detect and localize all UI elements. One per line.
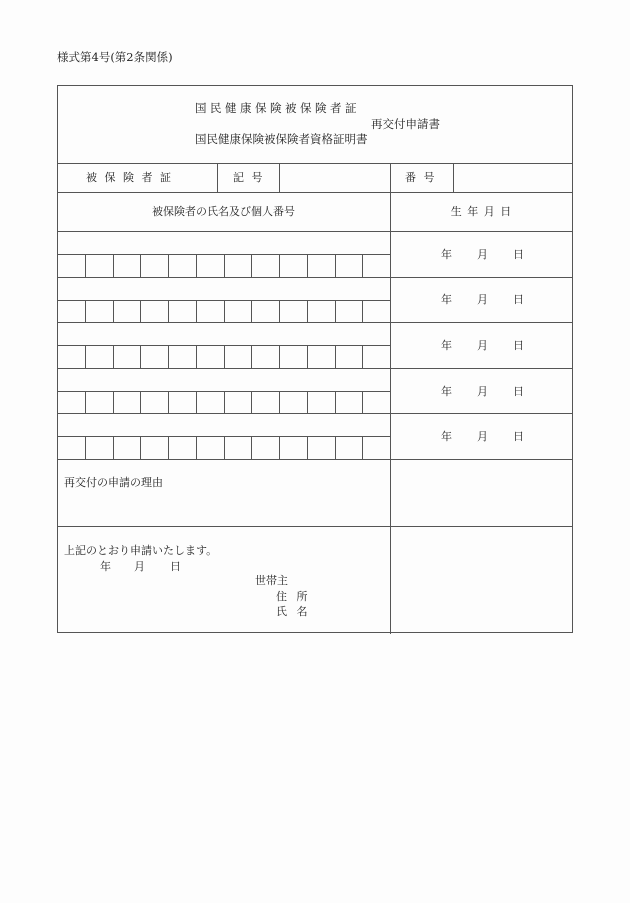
id-digit-cell[interactable]	[363, 258, 389, 273]
id-digit-cell[interactable]	[336, 304, 362, 319]
id-digit-cell[interactable]	[141, 395, 167, 410]
id-digit-cell[interactable]	[114, 304, 140, 319]
birth-day-label: 日	[513, 430, 524, 444]
id-digit-cell[interactable]	[197, 258, 223, 273]
birth-year-label: 年	[441, 384, 452, 398]
birth-month-label: 月	[477, 384, 488, 398]
id-digit-cell[interactable]	[336, 440, 362, 455]
id-digit-cell[interactable]	[197, 395, 223, 410]
id-digit-cell[interactable]	[363, 304, 389, 319]
birth-month-label: 月	[477, 247, 488, 261]
id-digit-cell[interactable]	[280, 395, 306, 410]
id-digit-cell[interactable]	[86, 258, 112, 273]
date-month-label: 月	[134, 560, 145, 573]
birth-day-label: 日	[513, 293, 524, 307]
birth-year-label: 年	[441, 293, 452, 307]
id-digit-cell[interactable]	[86, 395, 112, 410]
divider	[57, 277, 573, 278]
id-digit-cell[interactable]	[141, 349, 167, 364]
birthdate-column-header: 生 年 月 日	[450, 205, 513, 218]
divider	[57, 413, 573, 414]
id-digit-cell[interactable]	[280, 440, 306, 455]
divider	[217, 163, 218, 192]
symbol-label: 記 号	[233, 171, 265, 184]
id-digit-cell[interactable]	[141, 258, 167, 273]
divider	[57, 459, 573, 460]
id-digit-cell[interactable]	[280, 258, 306, 273]
id-digit-cell[interactable]	[141, 440, 167, 455]
person-name-field[interactable]	[60, 280, 386, 297]
household-head-label: 世帯主	[255, 574, 288, 587]
id-digit-cell[interactable]	[197, 440, 223, 455]
divider	[57, 368, 573, 369]
name-column-header: 被保険者の氏名及び個人番号	[152, 205, 295, 218]
reason-field[interactable]	[64, 494, 564, 522]
divider	[57, 192, 573, 193]
birth-day-label: 日	[513, 247, 524, 261]
id-digit-cell[interactable]	[363, 395, 389, 410]
id-digit-cell[interactable]	[169, 258, 195, 273]
id-digit-cell[interactable]	[225, 304, 251, 319]
person-name-field[interactable]	[60, 416, 386, 433]
divider	[57, 231, 573, 232]
id-digit-cell[interactable]	[336, 349, 362, 364]
id-digit-cell[interactable]	[114, 349, 140, 364]
birth-year-label: 年	[441, 430, 452, 444]
id-digit-cell[interactable]	[141, 304, 167, 319]
id-digit-cell[interactable]	[114, 258, 140, 273]
birth-day-label: 日	[513, 384, 524, 398]
birth-year-label: 年	[441, 339, 452, 352]
id-digit-cell[interactable]	[252, 440, 278, 455]
id-digit-cell[interactable]	[280, 304, 306, 319]
id-digit-cell[interactable]	[363, 349, 389, 364]
id-digit-cell[interactable]	[252, 258, 278, 273]
divider	[390, 163, 391, 634]
form-title-line1: 国民健康保険被保険者証	[195, 101, 360, 115]
id-digit-cell[interactable]	[58, 304, 84, 319]
form-title-line2: 再交付申請書	[371, 117, 440, 131]
id-digit-cell[interactable]	[86, 304, 112, 319]
birth-month-label: 月	[477, 293, 488, 307]
id-digit-cell[interactable]	[169, 304, 195, 319]
number-label: 番 号	[405, 171, 437, 184]
id-digit-cell[interactable]	[197, 349, 223, 364]
id-digit-cell[interactable]	[169, 349, 195, 364]
form-title-line3: 国民健康保険被保険者資格証明書	[195, 132, 368, 146]
id-digit-cell[interactable]	[336, 395, 362, 410]
divider	[57, 322, 573, 323]
id-digit-cell[interactable]	[363, 440, 389, 455]
address-label: 住 所	[276, 590, 311, 603]
id-digit-cell[interactable]	[58, 395, 84, 410]
birth-month-label: 月	[477, 430, 488, 444]
id-digit-cell[interactable]	[308, 440, 334, 455]
id-digit-cell[interactable]	[86, 349, 112, 364]
form-number: 様式第4号(第2条関係)	[57, 50, 173, 64]
id-digit-cell[interactable]	[58, 440, 84, 455]
name-label: 氏 名	[276, 605, 311, 618]
birth-day-label: 日	[513, 339, 524, 352]
person-name-field[interactable]	[60, 234, 386, 251]
person-name-field[interactable]	[60, 371, 386, 388]
id-digit-cell[interactable]	[308, 304, 334, 319]
divider	[57, 163, 573, 164]
id-digit-cell[interactable]	[252, 395, 278, 410]
divider	[57, 526, 573, 527]
id-digit-cell[interactable]	[225, 258, 251, 273]
number-field[interactable]	[457, 166, 570, 189]
id-digit-cell[interactable]	[58, 258, 84, 273]
id-digit-cell[interactable]	[225, 395, 251, 410]
id-digit-cell[interactable]	[58, 349, 84, 364]
birth-month-label: 月	[477, 339, 488, 352]
id-digit-cell[interactable]	[252, 349, 278, 364]
id-digit-cell[interactable]	[225, 440, 251, 455]
id-digit-cell[interactable]	[114, 395, 140, 410]
id-digit-cell[interactable]	[308, 349, 334, 364]
divider	[279, 163, 280, 192]
date-year-label: 年	[100, 560, 111, 573]
reason-label: 再交付の申請の理由	[64, 476, 163, 489]
id-digit-cell[interactable]	[308, 258, 334, 273]
divider	[453, 163, 454, 192]
birth-year-label: 年	[441, 247, 452, 261]
id-digit-cell[interactable]	[225, 349, 251, 364]
insured-card-label: 被 保 険 者 証	[86, 171, 173, 184]
id-digit-cell[interactable]	[336, 258, 362, 273]
symbol-field[interactable]	[283, 166, 387, 189]
id-digit-cell[interactable]	[86, 440, 112, 455]
id-digit-cell[interactable]	[252, 304, 278, 319]
id-digit-cell[interactable]	[169, 440, 195, 455]
id-digit-cell[interactable]	[308, 395, 334, 410]
id-digit-cell[interactable]	[197, 304, 223, 319]
date-day-label: 日	[170, 560, 181, 573]
id-digit-cell[interactable]	[114, 440, 140, 455]
id-digit-cell[interactable]	[280, 349, 306, 364]
person-name-field[interactable]	[60, 325, 386, 342]
id-digit-cell[interactable]	[169, 395, 195, 410]
declaration-text: 上記のとおり申請いたします。	[64, 544, 218, 557]
